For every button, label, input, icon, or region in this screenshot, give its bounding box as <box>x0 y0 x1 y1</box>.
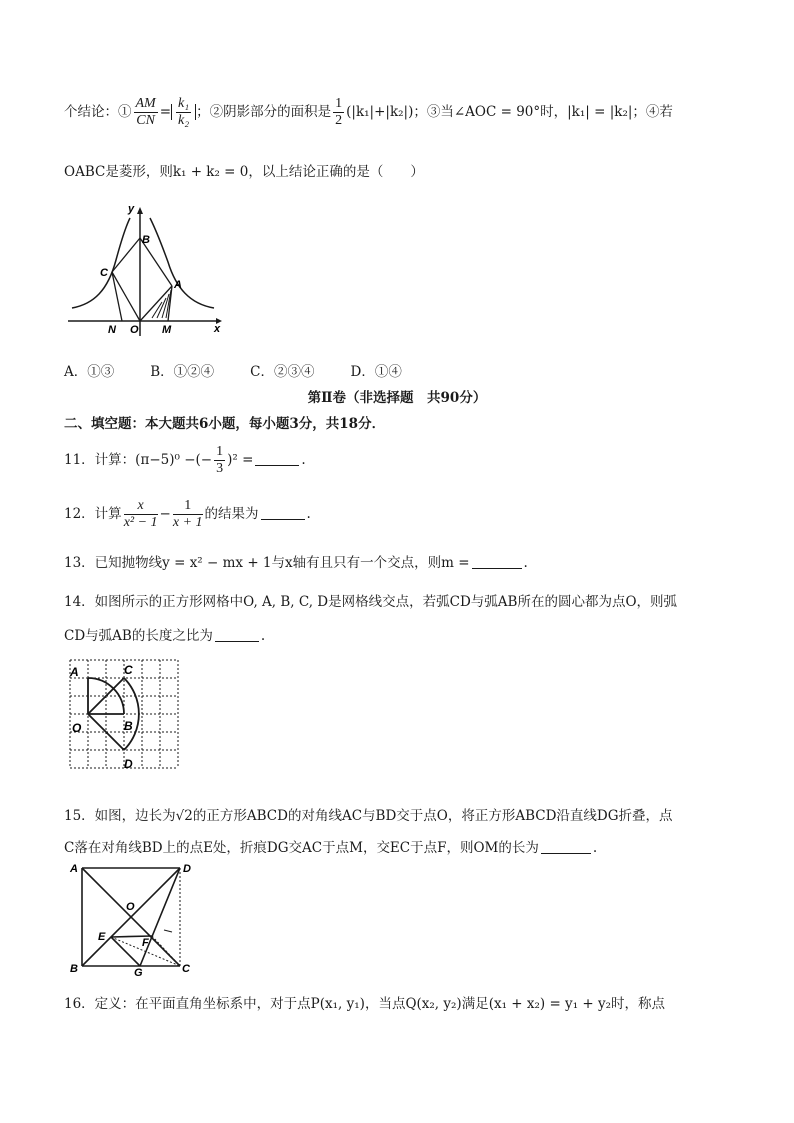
answer-blank-15[interactable] <box>541 852 591 854</box>
fraction-x-over-x2-1: $\frac{x}{\text{x² − 1}}$ <box>123 498 158 530</box>
label-c: C <box>182 963 190 975</box>
label-o: O <box>126 901 135 913</box>
question-15-line-1: 15．如图，边长为√2的正方形ABCD的对角线AC与BD交于点O，将正方形ABCD沿直线DG折叠，点 <box>64 808 673 824</box>
part-2-title: 第Ⅱ卷（非选择题 共90分） <box>307 390 487 406</box>
label-a: A <box>70 665 79 679</box>
question-14-line-2: CD与弧AB的长度之比为 . <box>64 628 266 644</box>
figure-square-fold <box>64 858 204 978</box>
question-11: 11．计算：(π−5)⁰ −(− $\frac{1}{3}$ )² = . <box>64 444 306 476</box>
label-b: B <box>70 963 78 975</box>
question-12: 12．计算 $\frac{x}{\text{x² − 1}}$ − $\frac{1}{x + 1}$ 的结果为 . <box>64 498 311 530</box>
option-d[interactable]: D．①④ <box>350 364 402 380</box>
option-c[interactable]: C．②③④ <box>250 364 315 380</box>
label-x-axis: x <box>214 323 221 335</box>
question-14-line-1: 14．如图所示的正方形网格中O, A, B, C, D是网格线交点，若弧CD与弧AB所在的圆心都为点O，则弧 <box>64 594 678 610</box>
label-o: O <box>130 324 139 336</box>
answer-blank-13[interactable] <box>472 567 522 569</box>
figure-grid-arcs <box>64 654 184 784</box>
label-b: B <box>124 719 133 733</box>
fraction-1-over-x-plus-1: $\frac{1}{x + 1}$ <box>172 498 203 530</box>
answer-blank-11[interactable] <box>255 464 299 466</box>
label-d: D <box>124 757 133 771</box>
label-g: G <box>134 967 143 978</box>
question-13: 13．已知抛物线y = x² − mx + 1与x轴有且只有一个交点，则m = . <box>64 555 528 571</box>
label-f: F <box>142 937 149 949</box>
label-o: O <box>72 721 82 735</box>
intro-text-1: 个结论：① <box>64 104 132 120</box>
answer-blank-14[interactable] <box>215 640 259 642</box>
intro-line-1: 个结论：① $\frac{AM}{CN}$ = $\frac{\text{k₁}}{\text{k₂}}$ ；②阴影部分的面积是 $\frac{1}{2}$ (|k₁|+|k₂|)；③当∠AOC = 90°时，|k₁| = |k₂|；④若 <box>64 96 673 128</box>
label-d: D <box>183 863 191 875</box>
section-2-heading: 二、填空题：本大题共6小题，每小题3分，共18分． <box>64 416 386 432</box>
label-a: A <box>174 279 182 291</box>
label-n: N <box>108 324 116 336</box>
intro-line-2: OABC是菱形，则k₁ + k₂ = 0，以上结论正确的是（ ） <box>64 164 424 180</box>
fraction-k1-k2: $\frac{\text{k₁}}{\text{k₂}}$ <box>178 96 190 128</box>
answer-blank-12[interactable] <box>261 518 305 520</box>
fraction-one-third: $\frac{1}{3}$ <box>216 444 224 476</box>
figure-hyperbola <box>64 200 224 340</box>
label-m: M <box>162 324 172 336</box>
fraction-am-cn: $\frac{AM}{CN}$ <box>135 96 156 128</box>
fraction-half: $\frac{1}{2}$ <box>335 96 343 128</box>
question-15-line-2: C落在对角线BD上的点E处，折痕DG交AC于点M，交EC于点F，则OM的长为 . <box>64 840 598 856</box>
option-a[interactable]: A．①③ <box>64 364 115 380</box>
label-e: E <box>98 931 106 943</box>
question-16: 16．定义：在平面直角坐标系中，对于点P(x₁, y₁)，当点Q(x₂, y₂)满足(x₁ + x₂) = y₁ + y₂时，称点 <box>64 996 666 1012</box>
label-c: C <box>124 663 133 677</box>
label-y-axis: y <box>128 203 135 215</box>
label-a: A <box>70 863 78 875</box>
label-b: B <box>142 234 150 246</box>
label-c: C <box>100 267 108 279</box>
option-b[interactable]: B．①②④ <box>150 364 215 380</box>
options-row <box>64 360 438 380</box>
